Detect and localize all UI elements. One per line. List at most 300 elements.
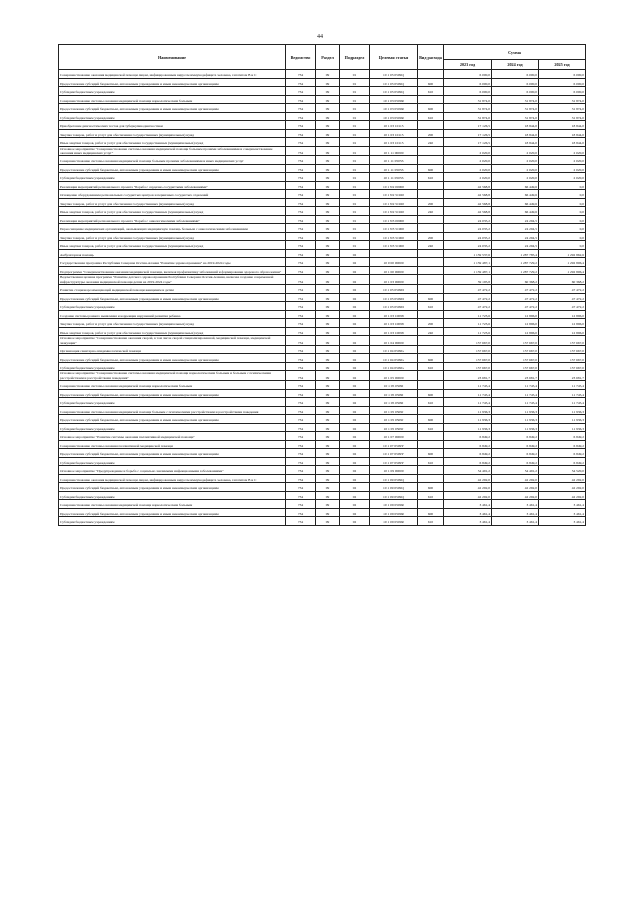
cell-section: 09 xyxy=(316,415,340,424)
cell-dept: 734 xyxy=(286,266,316,275)
cell-2024: 12 896,0 xyxy=(492,310,539,319)
cell-section: 09 xyxy=(316,381,340,390)
cell-target: 10 1 07 0509Y xyxy=(370,457,418,466)
cell-name: Ведомственная целевая программа "Развитие детского здравоохранения Республики Северная Осетия-Алания, включая создание современной инфраструктуры оказания медицинской помощи детям на 2019-2024 годы" xyxy=(59,275,286,285)
cell-dept: 734 xyxy=(286,275,316,285)
cell-2023: 6 000,0 xyxy=(444,87,492,96)
cell-2023: 24 035,2 xyxy=(444,232,492,241)
cell-2023: 1 159 537,6 xyxy=(444,249,492,258)
cell-2025: 18 844,0 xyxy=(539,121,586,130)
cell-target: 10 1 05 0509I xyxy=(370,381,418,390)
cell-2023: 2 020,0 xyxy=(444,156,492,165)
cell-2025: 31 874,0 xyxy=(539,112,586,121)
cell-dept: 734 xyxy=(286,293,316,302)
table-row xyxy=(59,121,586,130)
cell-subsection: 02 xyxy=(340,258,370,267)
cell-2023: 24 035,2 xyxy=(444,241,492,250)
cell-kind xyxy=(418,275,444,285)
cell-subsection: 01 xyxy=(340,181,370,190)
cell-target: 10 1 09 0509Q xyxy=(370,491,418,500)
cell-target: 10 1 11 0505S xyxy=(370,173,418,182)
cell-name: Субсидии бюджетным учреждениям xyxy=(59,173,286,182)
cell-section: 09 xyxy=(316,457,340,466)
cell-2025: 42 292,0 xyxy=(539,474,586,483)
table-row xyxy=(59,415,586,424)
cell-2023: 42 568,8 xyxy=(444,181,492,190)
cell-subsection: 02 xyxy=(340,371,370,381)
cell-target: 10 1 N2 51920 xyxy=(370,198,418,207)
cell-kind: 610 xyxy=(418,112,444,121)
cell-name: Субсидии бюджетным учреждениям xyxy=(59,517,286,526)
cell-subsection: 01 xyxy=(340,198,370,207)
cell-kind: 240 xyxy=(418,138,444,147)
cell-subsection: 01 xyxy=(340,87,370,96)
table-row xyxy=(59,457,586,466)
cell-target: 10 1 03 10098 xyxy=(370,319,418,328)
cell-name: Совершенствование оказания медицинской помощи лицам, инфицированным вирусом иммунодефицита человека, гепатитом В и С xyxy=(59,474,286,483)
cell-name: Предоставление субсидий бюджетным, автономным учреждениям и иным некоммерческим организациям xyxy=(59,449,286,458)
table-row xyxy=(59,389,586,398)
cell-2025: 42 292,0 xyxy=(539,491,586,500)
table-row xyxy=(59,354,586,363)
cell-target: 10 1 03 10098 xyxy=(370,327,418,336)
cell-subsection: 02 xyxy=(340,293,370,302)
cell-2024: 6 000,0 xyxy=(492,87,539,96)
cell-target: 10 1 11 0505S xyxy=(370,164,418,173)
cell-subsection: 02 xyxy=(340,327,370,336)
cell-name: Развитие стационарозамещающей медицинской помощи женщинам и детям xyxy=(59,285,286,294)
table-row xyxy=(59,432,586,441)
header-target: Целевая статья xyxy=(370,45,418,70)
cell-2025: 1 292 862,6 xyxy=(539,249,586,258)
table-row xyxy=(59,474,586,483)
cell-dept: 734 xyxy=(286,181,316,190)
table-row xyxy=(59,381,586,390)
cell-section: 09 xyxy=(316,146,340,156)
cell-target: 10 1 03 0509D xyxy=(370,293,418,302)
cell-2025: 0,0 xyxy=(539,224,586,233)
cell-2024: 3 461,4 xyxy=(492,500,539,509)
cell-2025: 11 745,4 xyxy=(539,389,586,398)
cell-2024: 66 449,6 xyxy=(492,190,539,199)
cell-dept: 734 xyxy=(286,207,316,216)
cell-target: 10 1 04 0509G xyxy=(370,345,418,354)
cell-subsection: 02 xyxy=(340,285,370,294)
table-row xyxy=(59,146,586,156)
cell-name: Амбулаторная помощь xyxy=(59,249,286,258)
cell-2024: 3 461,4 xyxy=(492,517,539,526)
cell-dept: 734 xyxy=(286,215,316,224)
cell-2025: 6 849,2 xyxy=(539,449,586,458)
cell-dept: 734 xyxy=(286,398,316,407)
cell-2025: 42 292,0 xyxy=(539,483,586,492)
cell-section: 09 xyxy=(316,310,340,319)
cell-kind: 610 xyxy=(418,362,444,371)
cell-2025: 6 000,0 xyxy=(539,78,586,87)
cell-subsection: 02 xyxy=(340,302,370,311)
cell-section: 09 xyxy=(316,258,340,267)
cell-2023: 11 723,6 xyxy=(444,319,492,328)
cell-target: 10 1 05 0509J xyxy=(370,423,418,432)
cell-subsection: 02 xyxy=(340,517,370,526)
cell-subsection: 01 xyxy=(340,232,370,241)
cell-2024: 12 896,0 xyxy=(492,319,539,328)
cell-dept: 734 xyxy=(286,232,316,241)
cell-2025: 1 292 806,4 xyxy=(539,258,586,267)
table-body xyxy=(59,70,586,526)
cell-2025: 2 020,0 xyxy=(539,146,586,156)
cell-kind xyxy=(418,406,444,415)
cell-target: 10 1 03 0509R xyxy=(370,95,418,104)
table-row xyxy=(59,345,586,354)
header-section: Раздел xyxy=(316,45,340,70)
cell-target: 10 1 03 0509Q xyxy=(370,78,418,87)
cell-2023: 47 472,2 xyxy=(444,285,492,294)
cell-name: Совершенствование системы оказания медицинской помощи наркологическим больным xyxy=(59,500,286,509)
cell-2023: 11 936,3 xyxy=(444,423,492,432)
cell-2025: 31 874,0 xyxy=(539,95,586,104)
cell-2024: 24 294,5 xyxy=(492,232,539,241)
cell-target: 10 1 N3 51900 xyxy=(370,241,418,250)
table-row xyxy=(59,491,586,500)
cell-section: 09 xyxy=(316,293,340,302)
cell-target: 10 1 09 00000 xyxy=(370,466,418,475)
cell-2024: 2 020,0 xyxy=(492,146,539,156)
cell-2024: 11 936,3 xyxy=(492,423,539,432)
cell-subsection: 02 xyxy=(340,423,370,432)
cell-dept: 734 xyxy=(286,190,316,199)
cell-name: Иные закупки товаров, работ и услуг для обеспечения государственных (муниципальных) нужд xyxy=(59,327,286,336)
cell-section: 09 xyxy=(316,275,340,285)
cell-2023: 42 568,8 xyxy=(444,198,492,207)
cell-section: 09 xyxy=(316,389,340,398)
cell-2023: 3 461,4 xyxy=(444,508,492,517)
cell-name: Предоставление субсидий бюджетным, автономным учреждениям и иным некоммерческим организациям xyxy=(59,104,286,113)
cell-subsection: 02 xyxy=(340,491,370,500)
cell-dept: 734 xyxy=(286,146,316,156)
cell-subsection: 02 xyxy=(340,354,370,363)
cell-subsection: 01 xyxy=(340,224,370,233)
cell-name: Совершенствование системы оказания медицинской помощи больным прочими заболеваниями и иных медицинских услуг xyxy=(59,156,286,165)
cell-2024: 11 745,4 xyxy=(492,389,539,398)
cell-2023: 1 159 487,1 xyxy=(444,258,492,267)
cell-kind: 600 xyxy=(418,483,444,492)
cell-2025: 60 368,2 xyxy=(539,275,586,285)
cell-kind xyxy=(418,258,444,267)
cell-dept: 734 xyxy=(286,362,316,371)
cell-section: 09 xyxy=(316,190,340,199)
cell-kind: 200 xyxy=(418,319,444,328)
cell-2024: 6 849,2 xyxy=(492,440,539,449)
cell-2023: 11 745,4 xyxy=(444,381,492,390)
cell-2023: 31 874,0 xyxy=(444,95,492,104)
cell-kind xyxy=(418,345,444,354)
cell-section: 09 xyxy=(316,474,340,483)
table-row xyxy=(59,449,586,458)
cell-subsection: 01 xyxy=(340,129,370,138)
cell-2024: 66 449,6 xyxy=(492,181,539,190)
cell-kind: 600 xyxy=(418,104,444,113)
cell-section: 09 xyxy=(316,266,340,275)
table-row xyxy=(59,517,586,526)
header-name: Наименование xyxy=(59,45,286,70)
cell-kind xyxy=(418,266,444,275)
table-row xyxy=(59,275,586,285)
cell-kind xyxy=(418,156,444,165)
cell-2023: 17 126,5 xyxy=(444,121,492,130)
cell-dept: 734 xyxy=(286,449,316,458)
cell-target: 10 1 05 00000 xyxy=(370,371,418,381)
header-subsection: Подраздел xyxy=(340,45,370,70)
cell-target: 10 1 09 0509R xyxy=(370,508,418,517)
cell-2025: 6 849,2 xyxy=(539,457,586,466)
cell-kind xyxy=(418,440,444,449)
cell-2023: 54 491,2 xyxy=(444,466,492,475)
table-row xyxy=(59,293,586,302)
cell-name: Реализация мероприятий регионального проекта "Борьба с онкологическими заболеваниями" xyxy=(59,215,286,224)
cell-kind: 610 xyxy=(418,423,444,432)
cell-2025: 2 020,0 xyxy=(539,173,586,182)
table-row xyxy=(59,215,586,224)
cell-2023: 6 000,0 xyxy=(444,78,492,87)
cell-subsection: 02 xyxy=(340,275,370,285)
header-kind: Вид расхода xyxy=(418,45,444,70)
cell-name: Закупка товаров, работ и услуг для обеспечения государственных (муниципальных) нужд xyxy=(59,319,286,328)
cell-kind: 600 xyxy=(418,389,444,398)
cell-2023: 59 195,8 xyxy=(444,275,492,285)
cell-2024: 24 294,5 xyxy=(492,224,539,233)
table-row xyxy=(59,164,586,173)
table-row xyxy=(59,241,586,250)
cell-target: 10 1 09 0509Q xyxy=(370,483,418,492)
cell-dept: 734 xyxy=(286,129,316,138)
cell-kind xyxy=(418,371,444,381)
cell-2023: 2 020,0 xyxy=(444,146,492,156)
cell-2024: 60 368,2 xyxy=(492,275,539,285)
cell-2024: 18 844,0 xyxy=(492,138,539,147)
cell-kind: 240 xyxy=(418,241,444,250)
cell-name: Иные закупки товаров, работ и услуг для обеспечения государственных (муниципальных) нужд xyxy=(59,138,286,147)
cell-2023: 157 667,0 xyxy=(444,336,492,346)
cell-target: 10 1 03 10098 xyxy=(370,310,418,319)
cell-subsection: 02 xyxy=(340,440,370,449)
cell-subsection: 01 xyxy=(340,78,370,87)
cell-2024: 47 472,2 xyxy=(492,285,539,294)
cell-2024: 66 449,6 xyxy=(492,207,539,216)
cell-name: Совершенствование системы оказания медицинской помощи наркологическим больным xyxy=(59,95,286,104)
cell-section: 09 xyxy=(316,345,340,354)
table-row xyxy=(59,362,586,371)
cell-kind: 610 xyxy=(418,491,444,500)
cell-2024: 66 449,6 xyxy=(492,198,539,207)
cell-subsection: 02 xyxy=(340,389,370,398)
cell-dept: 734 xyxy=(286,336,316,346)
table-row xyxy=(59,249,586,258)
cell-subsection: 02 xyxy=(340,398,370,407)
cell-dept: 734 xyxy=(286,381,316,390)
cell-subsection: 02 xyxy=(340,406,370,415)
cell-section: 09 xyxy=(316,121,340,130)
cell-name: Основное мероприятие "Совершенствование оказания скорой, в том числе скорой специализированной, медицинской помощи, медицинской эвакуации" xyxy=(59,336,286,346)
cell-section: 09 xyxy=(316,398,340,407)
cell-2025: 12 896,0 xyxy=(539,319,586,328)
cell-subsection: 02 xyxy=(340,432,370,441)
cell-section: 09 xyxy=(316,319,340,328)
cell-subsection: 01 xyxy=(340,70,370,79)
cell-target: 10 1 03 10115 xyxy=(370,138,418,147)
cell-2023: 42 292,0 xyxy=(444,491,492,500)
cell-name: Подпрограмма "Совершенствование оказания медицинской помощи, включая профилактику заболеваний и формирование здорового образа жизни" xyxy=(59,266,286,275)
cell-2023: 42 292,0 xyxy=(444,474,492,483)
cell-subsection: 02 xyxy=(340,449,370,458)
cell-name: Предоставление субсидий бюджетным, автономным учреждениям и иным некоммерческим организациям xyxy=(59,483,286,492)
cell-2025: 2 020,0 xyxy=(539,156,586,165)
cell-2025: 31 874,0 xyxy=(539,104,586,113)
cell-2024: 11 936,3 xyxy=(492,415,539,424)
cell-kind: 200 xyxy=(418,232,444,241)
cell-2025: 12 896,0 xyxy=(539,327,586,336)
cell-2025: 18 844,0 xyxy=(539,138,586,147)
table-row xyxy=(59,198,586,207)
cell-kind: 610 xyxy=(418,302,444,311)
cell-name: Предоставление субсидий бюджетным, автономным учреждениям и иным некоммерческим организациям xyxy=(59,415,286,424)
cell-2025: 6 000,0 xyxy=(539,70,586,79)
cell-target: 10 1 11 00000 xyxy=(370,146,418,156)
cell-name: Субсидии бюджетным учреждениям xyxy=(59,398,286,407)
cell-name: Государственная программа Республики Северная Осетия-Алания "Развитие здравоохранения" на 2019-2024 годы xyxy=(59,258,286,267)
cell-subsection: 02 xyxy=(340,415,370,424)
cell-dept: 734 xyxy=(286,491,316,500)
cell-section: 09 xyxy=(316,70,340,79)
cell-2025: 157 667,0 xyxy=(539,336,586,346)
cell-2025: 54 520,0 xyxy=(539,466,586,475)
cell-kind: 240 xyxy=(418,327,444,336)
cell-target: 10 0 00 00000 xyxy=(370,258,418,267)
cell-dept: 734 xyxy=(286,121,316,130)
table-row xyxy=(59,319,586,328)
cell-dept: 734 xyxy=(286,104,316,113)
cell-2024: 11 745,4 xyxy=(492,381,539,390)
cell-2024: 54 491,2 xyxy=(492,466,539,475)
cell-kind xyxy=(418,121,444,130)
cell-2024: 11 936,3 xyxy=(492,406,539,415)
cell-section: 09 xyxy=(316,249,340,258)
cell-kind: 600 xyxy=(418,415,444,424)
cell-section: 09 xyxy=(316,500,340,509)
header-2023: 2023 год xyxy=(444,60,492,70)
cell-kind xyxy=(418,310,444,319)
cell-section: 09 xyxy=(316,138,340,147)
cell-kind xyxy=(418,215,444,224)
cell-section: 09 xyxy=(316,466,340,475)
cell-2024: 42 292,0 xyxy=(492,474,539,483)
cell-dept: 734 xyxy=(286,78,316,87)
cell-section: 09 xyxy=(316,302,340,311)
cell-target: 10 1 05 0509J xyxy=(370,406,418,415)
cell-target: 10 1 03 10115 xyxy=(370,121,418,130)
cell-name: Предоставление субсидий бюджетным, автономным учреждениям и иным некоммерческим организациям xyxy=(59,508,286,517)
cell-target: 10 1 04 00000 xyxy=(370,336,418,346)
cell-dept: 734 xyxy=(286,70,316,79)
cell-section: 09 xyxy=(316,198,340,207)
cell-2024: 157 667,0 xyxy=(492,345,539,354)
cell-2025: 0,0 xyxy=(539,232,586,241)
cell-subsection: 01 xyxy=(340,215,370,224)
cell-2023: 6 849,2 xyxy=(444,440,492,449)
cell-kind xyxy=(418,146,444,156)
cell-section: 09 xyxy=(316,156,340,165)
cell-2024: 18 844,0 xyxy=(492,121,539,130)
cell-2025: 11 745,4 xyxy=(539,381,586,390)
cell-target: 10 1 09 0509R xyxy=(370,517,418,526)
cell-subsection: 01 xyxy=(340,138,370,147)
cell-section: 09 xyxy=(316,336,340,346)
cell-dept: 734 xyxy=(286,354,316,363)
cell-2025: 0,0 xyxy=(539,190,586,199)
cell-kind xyxy=(418,466,444,475)
table-row xyxy=(59,423,586,432)
cell-name: Совершенствование системы оказания паллиативной медицинской помощи xyxy=(59,440,286,449)
cell-section: 09 xyxy=(316,354,340,363)
cell-2024: 2 020,0 xyxy=(492,164,539,173)
cell-2024: 31 874,0 xyxy=(492,112,539,121)
cell-subsection: 02 xyxy=(340,474,370,483)
cell-name: Совершенствование системы оказания медицинской помощи больным с психическими расстройствами и расстройствами поведения xyxy=(59,406,286,415)
cell-dept: 734 xyxy=(286,432,316,441)
cell-section: 09 xyxy=(316,327,340,336)
cell-2023: 6 849,2 xyxy=(444,432,492,441)
cell-subsection: 02 xyxy=(340,319,370,328)
header-2024: 2024 год xyxy=(492,60,539,70)
cell-2024: 157 667,0 xyxy=(492,362,539,371)
cell-2025: 47 472,2 xyxy=(539,285,586,294)
cell-subsection: 01 xyxy=(340,121,370,130)
cell-name: Основное мероприятие "Совершенствование системы оказания медицинской помощи наркологическим больным и больным с психическими расстройствами и расстройствами поведения" xyxy=(59,371,286,381)
cell-target: 10 1 N2 51920 xyxy=(370,207,418,216)
cell-dept: 734 xyxy=(286,87,316,96)
cell-target: 10 1 N3 00000 xyxy=(370,215,418,224)
cell-section: 09 xyxy=(316,432,340,441)
cell-2025: 6 849,2 xyxy=(539,440,586,449)
cell-name: Субсидии бюджетным учреждениям xyxy=(59,457,286,466)
cell-kind: 200 xyxy=(418,129,444,138)
cell-2023: 17 126,5 xyxy=(444,129,492,138)
cell-target: 10 1 N2 00000 xyxy=(370,181,418,190)
cell-2023: 1 159 487,1 xyxy=(444,266,492,275)
cell-2023: 17 126,5 xyxy=(444,138,492,147)
cell-2024: 6 849,2 xyxy=(492,449,539,458)
cell-dept: 734 xyxy=(286,310,316,319)
cell-2023: 11 936,3 xyxy=(444,406,492,415)
table-row xyxy=(59,112,586,121)
cell-2023: 6 000,0 xyxy=(444,70,492,79)
cell-section: 09 xyxy=(316,112,340,121)
cell-kind: 200 xyxy=(418,198,444,207)
cell-subsection: 01 xyxy=(340,95,370,104)
cell-subsection: 02 xyxy=(340,310,370,319)
cell-section: 09 xyxy=(316,491,340,500)
cell-name: Основное мероприятие "Предупреждение и борьба с социально значимыми инфекционными заболеваниями" xyxy=(59,466,286,475)
cell-subsection: 01 xyxy=(340,190,370,199)
cell-2024: 6 849,2 xyxy=(492,432,539,441)
cell-kind: 600 xyxy=(418,293,444,302)
cell-2024: 31 874,0 xyxy=(492,95,539,104)
cell-2024: 2 020,0 xyxy=(492,173,539,182)
cell-subsection: 01 xyxy=(340,207,370,216)
cell-name: Предоставление субсидий бюджетным, автономным учреждениям и иным некоммерческим организациям xyxy=(59,389,286,398)
cell-target: 10 1 05 0509J xyxy=(370,415,418,424)
cell-dept: 734 xyxy=(286,302,316,311)
